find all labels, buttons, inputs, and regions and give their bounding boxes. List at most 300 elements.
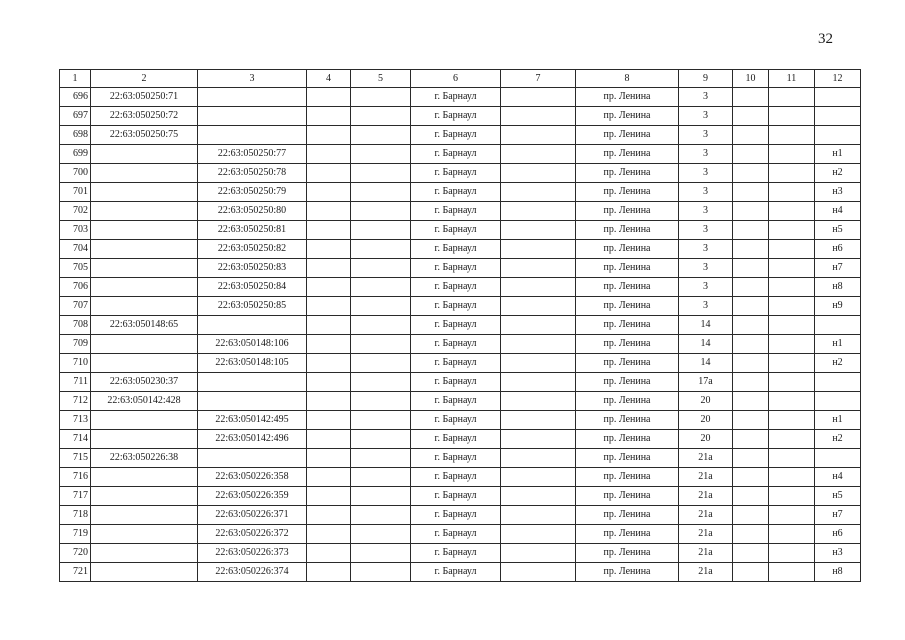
table-cell-col-10 — [733, 487, 769, 506]
table-cell-col-4 — [307, 430, 351, 449]
table-cell-col-9: 21а — [679, 544, 733, 563]
table-row — [60, 145, 861, 164]
table-row — [60, 278, 861, 297]
table-cell-col-8: пр. Ленина — [576, 506, 679, 525]
table-cell-col-8: пр. Ленина — [576, 563, 679, 582]
table-cell-col-7 — [501, 126, 576, 145]
table-cell-col-12: н2 — [815, 430, 861, 449]
table-cell-col-10 — [733, 259, 769, 278]
table-cell-col-12 — [815, 373, 861, 392]
table-row — [60, 487, 861, 506]
table-cell-col-9: 3 — [679, 183, 733, 202]
table-row — [60, 449, 861, 468]
table-cell-col-12 — [815, 449, 861, 468]
table-cell-col-10 — [733, 354, 769, 373]
table-row — [60, 430, 861, 449]
table-cell-col-3 — [198, 392, 307, 411]
table-cell-col-6: г. Барнаул — [411, 392, 501, 411]
table-cell-col-8: пр. Ленина — [576, 354, 679, 373]
table-cell-col-1: 700 — [60, 164, 91, 183]
table-cell-col-10 — [733, 183, 769, 202]
table-cell-col-5 — [351, 335, 411, 354]
table-cell-col-8: пр. Ленина — [576, 183, 679, 202]
table-cell-col-6: г. Барнаул — [411, 373, 501, 392]
table-cell-col-3 — [198, 88, 307, 107]
table-cell-col-6: г. Барнаул — [411, 563, 501, 582]
table-cell-col-5 — [351, 221, 411, 240]
table-cell-col-2 — [91, 411, 198, 430]
table-cell-col-4 — [307, 316, 351, 335]
table-row — [60, 316, 861, 335]
table-cell-col-12: н7 — [815, 259, 861, 278]
table-row — [60, 373, 861, 392]
table-cell-col-2 — [91, 221, 198, 240]
table-cell-col-6: г. Барнаул — [411, 411, 501, 430]
table-cell-col-4 — [307, 487, 351, 506]
table-cell-col-8: пр. Ленина — [576, 525, 679, 544]
table-cell-col-7 — [501, 278, 576, 297]
table-cell-col-7 — [501, 240, 576, 259]
table-cell-col-6: г. Барнаул — [411, 126, 501, 145]
table-row — [60, 107, 861, 126]
table-cell-col-10 — [733, 297, 769, 316]
table-cell-col-6: г. Барнаул — [411, 202, 501, 221]
table-cell-col-12: н3 — [815, 544, 861, 563]
table-cell-col-9: 21а — [679, 487, 733, 506]
table-cell-col-5 — [351, 392, 411, 411]
table-cell-col-8: пр. Ленина — [576, 88, 679, 107]
table-cell-col-3: 22:63:050148:105 — [198, 354, 307, 373]
table-row — [60, 240, 861, 259]
table-cell-col-2: 22:63:050230:37 — [91, 373, 198, 392]
table-cell-col-6: г. Барнаул — [411, 145, 501, 164]
table-cell-col-1: 721 — [60, 563, 91, 582]
table-cell-col-11 — [769, 392, 815, 411]
table-row — [60, 259, 861, 278]
table-cell-col-4 — [307, 468, 351, 487]
table-cell-col-10 — [733, 145, 769, 164]
table-cell-col-1: 713 — [60, 411, 91, 430]
table-cell-col-12: н2 — [815, 164, 861, 183]
table-cell-col-2 — [91, 164, 198, 183]
table-cell-col-10 — [733, 430, 769, 449]
table-cell-col-12: н1 — [815, 145, 861, 164]
table-cell-col-7 — [501, 164, 576, 183]
table-cell-col-3: 22:63:050226:371 — [198, 506, 307, 525]
table-cell-col-5 — [351, 107, 411, 126]
table-cell-col-1: 709 — [60, 335, 91, 354]
table-cell-col-3: 22:63:050250:77 — [198, 145, 307, 164]
table-cell-col-7 — [501, 487, 576, 506]
table-cell-col-1: 714 — [60, 430, 91, 449]
table-cell-col-11 — [769, 449, 815, 468]
table-cell-col-11 — [769, 430, 815, 449]
table-row — [60, 468, 861, 487]
table-cell-col-10 — [733, 335, 769, 354]
table-cell-col-10 — [733, 525, 769, 544]
table-cell-col-2 — [91, 354, 198, 373]
table-cell-col-2: 22:63:050250:72 — [91, 107, 198, 126]
table-cell-col-6: г. Барнаул — [411, 221, 501, 240]
table-cell-col-4 — [307, 297, 351, 316]
table-cell-col-9: 21а — [679, 506, 733, 525]
table-cell-col-12 — [815, 107, 861, 126]
table-cell-col-3: 22:63:050250:83 — [198, 259, 307, 278]
column-header-11: 11 — [769, 70, 815, 88]
table-cell-col-2 — [91, 335, 198, 354]
table-cell-col-9: 14 — [679, 335, 733, 354]
table-cell-col-11 — [769, 202, 815, 221]
table-cell-col-5 — [351, 126, 411, 145]
table-cell-col-4 — [307, 107, 351, 126]
table-cell-col-12 — [815, 126, 861, 145]
table-cell-col-11 — [769, 506, 815, 525]
column-header-1: 1 — [60, 70, 91, 88]
column-header-7: 7 — [501, 70, 576, 88]
table-cell-col-5 — [351, 506, 411, 525]
table-cell-col-3: 22:63:050226:372 — [198, 525, 307, 544]
table-cell-col-6: г. Барнаул — [411, 449, 501, 468]
table-cell-col-11 — [769, 259, 815, 278]
table-cell-col-8: пр. Ленина — [576, 164, 679, 183]
table-cell-col-11 — [769, 411, 815, 430]
table-cell-col-10 — [733, 563, 769, 582]
table-cell-col-7 — [501, 88, 576, 107]
table-cell-col-6: г. Барнаул — [411, 107, 501, 126]
table-cell-col-1: 718 — [60, 506, 91, 525]
table-cell-col-3: 22:63:050148:106 — [198, 335, 307, 354]
table-cell-col-2 — [91, 468, 198, 487]
table-cell-col-6: г. Барнаул — [411, 430, 501, 449]
table-cell-col-3: 22:63:050226:373 — [198, 544, 307, 563]
table-cell-col-9: 3 — [679, 145, 733, 164]
table-cell-col-4 — [307, 259, 351, 278]
table-cell-col-10 — [733, 164, 769, 183]
table-cell-col-2: 22:63:050226:38 — [91, 449, 198, 468]
table-cell-col-8: пр. Ленина — [576, 145, 679, 164]
table-cell-col-6: г. Барнаул — [411, 468, 501, 487]
table-cell-col-7 — [501, 316, 576, 335]
table-cell-col-8: пр. Ленина — [576, 335, 679, 354]
table-cell-col-6: г. Барнаул — [411, 240, 501, 259]
table-cell-col-12: н2 — [815, 354, 861, 373]
table-cell-col-10 — [733, 411, 769, 430]
table-cell-col-12: н9 — [815, 297, 861, 316]
table-cell-col-5 — [351, 430, 411, 449]
table-cell-col-2: 22:63:050148:65 — [91, 316, 198, 335]
table-cell-col-12: н3 — [815, 183, 861, 202]
table-cell-col-7 — [501, 183, 576, 202]
table-cell-col-2 — [91, 487, 198, 506]
table-cell-col-7 — [501, 297, 576, 316]
table-cell-col-7 — [501, 202, 576, 221]
table-cell-col-7 — [501, 525, 576, 544]
table-cell-col-3: 22:63:050226:359 — [198, 487, 307, 506]
table-cell-col-9: 17а — [679, 373, 733, 392]
table-row — [60, 392, 861, 411]
table-cell-col-6: г. Барнаул — [411, 88, 501, 107]
table-cell-col-3 — [198, 373, 307, 392]
table-cell-col-4 — [307, 506, 351, 525]
table-cell-col-2: 22:63:050142:428 — [91, 392, 198, 411]
table-cell-col-1: 712 — [60, 392, 91, 411]
table-cell-col-2 — [91, 297, 198, 316]
table-cell-col-5 — [351, 468, 411, 487]
table-cell-col-11 — [769, 373, 815, 392]
table-cell-col-4 — [307, 335, 351, 354]
table-cell-col-8: пр. Ленина — [576, 373, 679, 392]
table-cell-col-5 — [351, 563, 411, 582]
table-cell-col-5 — [351, 164, 411, 183]
table-cell-col-9: 3 — [679, 297, 733, 316]
table-cell-col-9: 3 — [679, 88, 733, 107]
table-cell-col-8: пр. Ленина — [576, 392, 679, 411]
table-cell-col-9: 21а — [679, 449, 733, 468]
table-cell-col-1: 716 — [60, 468, 91, 487]
table-cell-col-8: пр. Ленина — [576, 411, 679, 430]
table-cell-col-9: 3 — [679, 221, 733, 240]
table-cell-col-12: н4 — [815, 468, 861, 487]
table-cell-col-5 — [351, 145, 411, 164]
table-cell-col-1: 720 — [60, 544, 91, 563]
table-cell-col-10 — [733, 544, 769, 563]
table-cell-col-12: н8 — [815, 278, 861, 297]
table-cell-col-4 — [307, 126, 351, 145]
table-cell-col-1: 717 — [60, 487, 91, 506]
table-cell-col-5 — [351, 544, 411, 563]
table-row — [60, 88, 861, 107]
table-cell-col-4 — [307, 373, 351, 392]
table-cell-col-4 — [307, 563, 351, 582]
column-header-5: 5 — [351, 70, 411, 88]
table-cell-col-6: г. Барнаул — [411, 278, 501, 297]
table-cell-col-4 — [307, 240, 351, 259]
table-cell-col-4 — [307, 183, 351, 202]
table-cell-col-4 — [307, 449, 351, 468]
table-cell-col-10 — [733, 202, 769, 221]
column-header-2: 2 — [91, 70, 198, 88]
table-cell-col-10 — [733, 126, 769, 145]
table-cell-col-3: 22:63:050250:78 — [198, 164, 307, 183]
table-cell-col-6: г. Барнаул — [411, 544, 501, 563]
table-cell-col-3: 22:63:050142:495 — [198, 411, 307, 430]
table-cell-col-9: 21а — [679, 563, 733, 582]
table-cell-col-2 — [91, 430, 198, 449]
table-cell-col-1: 711 — [60, 373, 91, 392]
table-cell-col-8: пр. Ленина — [576, 221, 679, 240]
table-cell-col-9: 20 — [679, 392, 733, 411]
table-row — [60, 297, 861, 316]
table-cell-col-8: пр. Ленина — [576, 297, 679, 316]
table-cell-col-12: н1 — [815, 335, 861, 354]
table-cell-col-6: г. Барнаул — [411, 525, 501, 544]
table-cell-col-12: н4 — [815, 202, 861, 221]
table-cell-col-7 — [501, 468, 576, 487]
table-cell-col-7 — [501, 373, 576, 392]
table-cell-col-11 — [769, 221, 815, 240]
table-cell-col-4 — [307, 544, 351, 563]
table-cell-col-3 — [198, 107, 307, 126]
table-cell-col-11 — [769, 126, 815, 145]
table-cell-col-11 — [769, 563, 815, 582]
table-cell-col-9: 20 — [679, 430, 733, 449]
table-cell-col-3: 22:63:050250:79 — [198, 183, 307, 202]
table-cell-col-4 — [307, 411, 351, 430]
table-cell-col-12 — [815, 88, 861, 107]
table-cell-col-8: пр. Ленина — [576, 316, 679, 335]
table-cell-col-7 — [501, 354, 576, 373]
column-header-12: 12 — [815, 70, 861, 88]
table-cell-col-10 — [733, 88, 769, 107]
table-cell-col-2 — [91, 525, 198, 544]
table-cell-col-6: г. Барнаул — [411, 335, 501, 354]
table-cell-col-10 — [733, 221, 769, 240]
table-cell-col-1: 699 — [60, 145, 91, 164]
table-cell-col-9: 21а — [679, 468, 733, 487]
table-cell-col-12: н5 — [815, 221, 861, 240]
table-body — [60, 88, 861, 582]
table-cell-col-7 — [501, 563, 576, 582]
table-cell-col-9: 3 — [679, 278, 733, 297]
table-cell-col-3: 22:63:050250:85 — [198, 297, 307, 316]
table-cell-col-9: 21а — [679, 525, 733, 544]
table-cell-col-6: г. Барнаул — [411, 297, 501, 316]
header-row — [60, 70, 861, 88]
table-cell-col-11 — [769, 354, 815, 373]
table-row — [60, 335, 861, 354]
table-cell-col-8: пр. Ленина — [576, 487, 679, 506]
table-cell-col-5 — [351, 487, 411, 506]
table-cell-col-3: 22:63:050250:82 — [198, 240, 307, 259]
table-cell-col-5 — [351, 525, 411, 544]
table-cell-col-8: пр. Ленина — [576, 449, 679, 468]
table-cell-col-10 — [733, 240, 769, 259]
table-cell-col-9: 3 — [679, 107, 733, 126]
table-cell-col-3 — [198, 316, 307, 335]
table-cell-col-11 — [769, 145, 815, 164]
table-cell-col-11 — [769, 468, 815, 487]
table-cell-col-2: 22:63:050250:71 — [91, 88, 198, 107]
table-cell-col-6: г. Барнаул — [411, 183, 501, 202]
table-cell-col-9: 3 — [679, 126, 733, 145]
table-cell-col-5 — [351, 354, 411, 373]
table-cell-col-2 — [91, 240, 198, 259]
table-cell-col-1: 703 — [60, 221, 91, 240]
table-cell-col-8: пр. Ленина — [576, 278, 679, 297]
table-row — [60, 506, 861, 525]
table-cell-col-11 — [769, 487, 815, 506]
table-cell-col-3: 22:63:050226:358 — [198, 468, 307, 487]
table-cell-col-8: пр. Ленина — [576, 126, 679, 145]
table-cell-col-6: г. Барнаул — [411, 354, 501, 373]
table-cell-col-8: пр. Ленина — [576, 240, 679, 259]
table-cell-col-1: 697 — [60, 107, 91, 126]
table-cell-col-4 — [307, 145, 351, 164]
table-cell-col-1: 707 — [60, 297, 91, 316]
table-cell-col-9: 3 — [679, 202, 733, 221]
table-cell-col-1: 706 — [60, 278, 91, 297]
table-cell-col-8: пр. Ленина — [576, 202, 679, 221]
table-cell-col-7 — [501, 411, 576, 430]
table-cell-col-5 — [351, 411, 411, 430]
table-cell-col-2 — [91, 278, 198, 297]
table-cell-col-5 — [351, 259, 411, 278]
page-number: 32 — [818, 31, 833, 47]
table-cell-col-11 — [769, 544, 815, 563]
table-cell-col-2 — [91, 506, 198, 525]
register-table — [59, 69, 861, 582]
table-cell-col-5 — [351, 202, 411, 221]
table-cell-col-6: г. Барнаул — [411, 487, 501, 506]
table-cell-col-12: н5 — [815, 487, 861, 506]
column-header-9: 9 — [679, 70, 733, 88]
table-cell-col-2 — [91, 563, 198, 582]
table-cell-col-7 — [501, 392, 576, 411]
table-cell-col-7 — [501, 259, 576, 278]
column-header-10: 10 — [733, 70, 769, 88]
table-row — [60, 202, 861, 221]
table-cell-col-12: н6 — [815, 525, 861, 544]
table-cell-col-11 — [769, 525, 815, 544]
table-cell-col-3 — [198, 449, 307, 468]
table-row — [60, 411, 861, 430]
table-cell-col-2 — [91, 259, 198, 278]
table-cell-col-9: 3 — [679, 259, 733, 278]
table-cell-col-7 — [501, 335, 576, 354]
table-row — [60, 354, 861, 373]
table-cell-col-12: н6 — [815, 240, 861, 259]
column-header-4: 4 — [307, 70, 351, 88]
table-cell-col-4 — [307, 164, 351, 183]
table-cell-col-10 — [733, 449, 769, 468]
table-cell-col-8: пр. Ленина — [576, 468, 679, 487]
table-cell-col-2 — [91, 145, 198, 164]
table-row — [60, 544, 861, 563]
table-cell-col-12 — [815, 316, 861, 335]
table-cell-col-10 — [733, 107, 769, 126]
table-cell-col-9: 20 — [679, 411, 733, 430]
table-cell-col-1: 696 — [60, 88, 91, 107]
table-cell-col-12: н1 — [815, 411, 861, 430]
table-cell-col-5 — [351, 449, 411, 468]
table-cell-col-10 — [733, 392, 769, 411]
table-cell-col-1: 702 — [60, 202, 91, 221]
table-cell-col-11 — [769, 107, 815, 126]
table-cell-col-2 — [91, 183, 198, 202]
table-cell-col-10 — [733, 506, 769, 525]
table-cell-col-3: 22:63:050226:374 — [198, 563, 307, 582]
table-cell-col-11 — [769, 297, 815, 316]
table-cell-col-11 — [769, 183, 815, 202]
table-row — [60, 221, 861, 240]
table-cell-col-12: н7 — [815, 506, 861, 525]
table-cell-col-7 — [501, 221, 576, 240]
table-cell-col-4 — [307, 278, 351, 297]
table-cell-col-5 — [351, 373, 411, 392]
table-cell-col-1: 715 — [60, 449, 91, 468]
table-row — [60, 525, 861, 544]
table-cell-col-4 — [307, 354, 351, 373]
table-cell-col-5 — [351, 183, 411, 202]
table-cell-col-11 — [769, 164, 815, 183]
table-cell-col-11 — [769, 316, 815, 335]
table-cell-col-12: н8 — [815, 563, 861, 582]
table-cell-col-9: 3 — [679, 164, 733, 183]
table-cell-col-1: 719 — [60, 525, 91, 544]
table-cell-col-4 — [307, 221, 351, 240]
column-header-6: 6 — [411, 70, 501, 88]
table-cell-col-5 — [351, 278, 411, 297]
